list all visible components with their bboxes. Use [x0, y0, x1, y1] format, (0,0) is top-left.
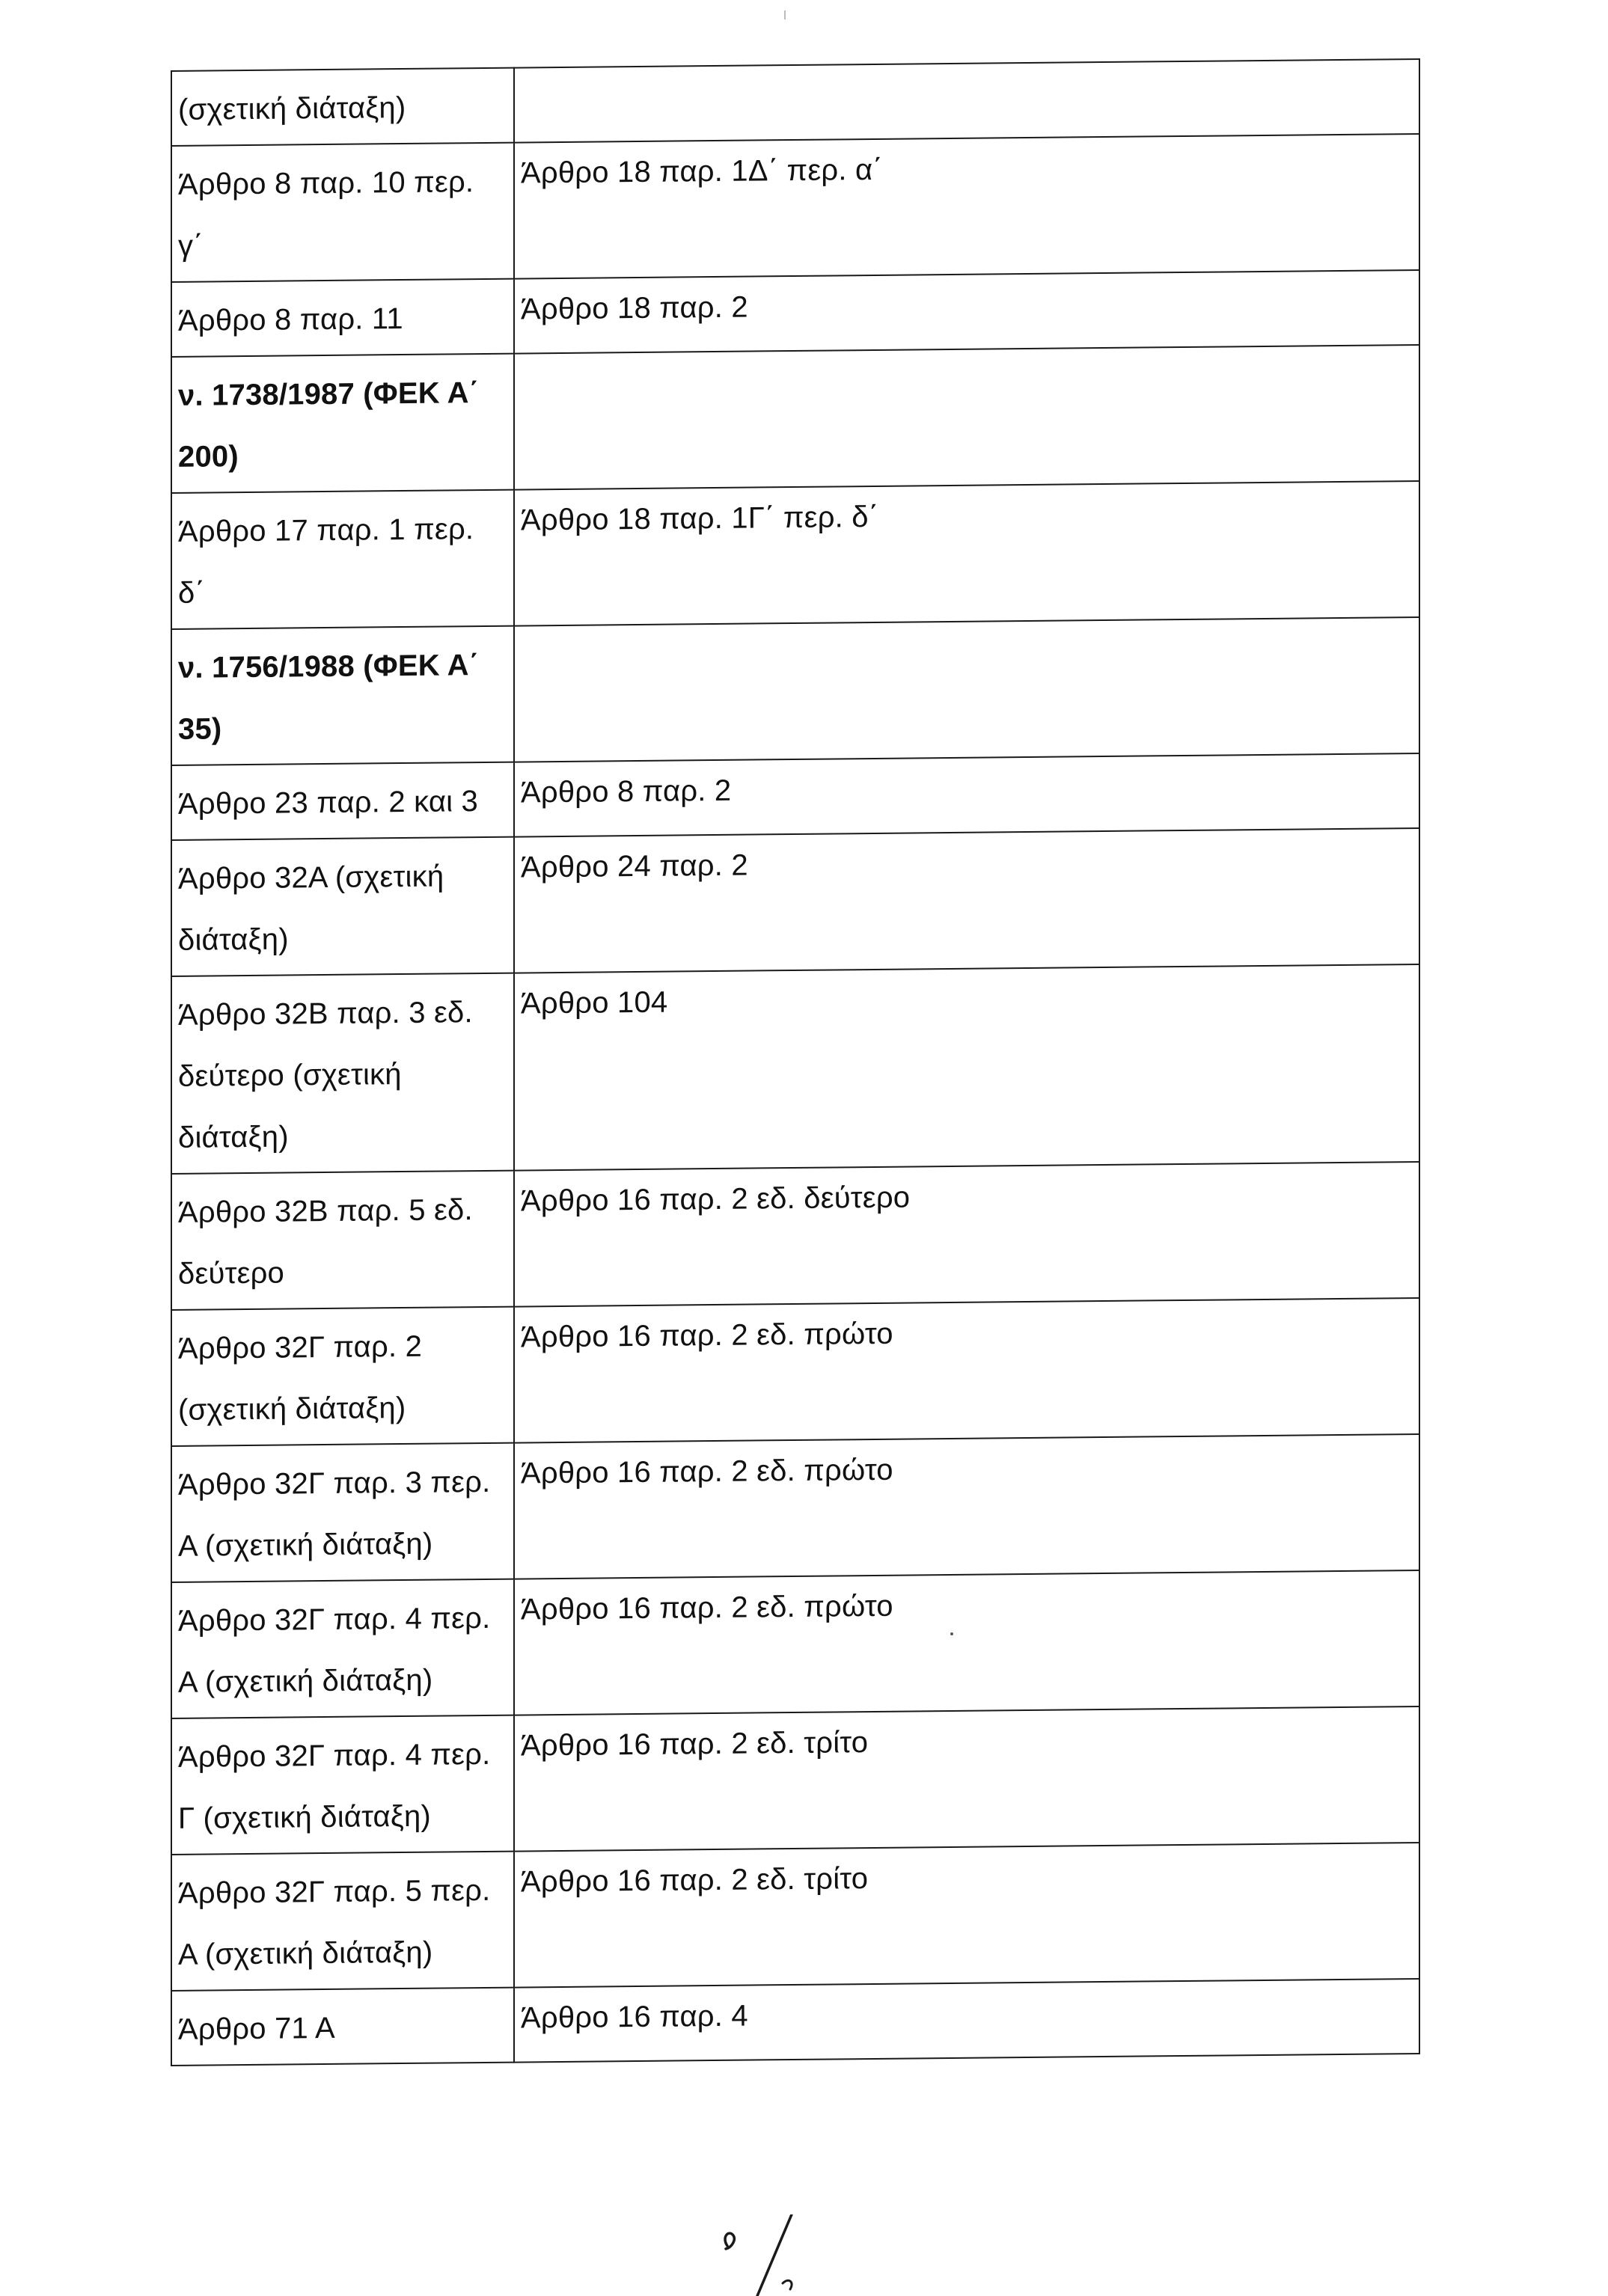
table-row [171, 59, 1419, 146]
new-provision-cell [514, 59, 1419, 143]
new-provision-cell [514, 345, 1419, 490]
table-row [171, 1162, 1419, 1310]
law-heading-cell: ν. 1738/1987 (ΦΕΚ Α΄ 200) [171, 354, 514, 493]
new-provision-cell: Άρθρο 16 παρ. 2 εδ. δεύτερο [514, 1162, 1419, 1307]
initial-stroke-slash [757, 2214, 792, 2296]
new-provision-cell: Άρθρο 16 παρ. 2 εδ. πρώτο [514, 1570, 1419, 1715]
table-row [171, 481, 1419, 629]
concordance-table-wrapper [171, 58, 1420, 2066]
law-heading-row [171, 617, 1419, 765]
initial-stroke-loop [725, 2233, 734, 2249]
old-provision-cell: (σχετική διάταξη) [171, 68, 514, 146]
old-provision-cell: Άρθρο 32Α (σχετική διάταξη) [171, 837, 514, 976]
old-provision-cell: Άρθρο 32Γ παρ. 3 περ. Α (σχετική διάταξη) [171, 1443, 514, 1582]
scan-speck [950, 1632, 953, 1635]
new-provision-cell: Άρθρο 8 παρ. 2 [514, 753, 1419, 837]
table-row [171, 1434, 1419, 1582]
law-heading-row [171, 345, 1419, 493]
new-provision-cell: Άρθρο 18 παρ. 1Γ΄ περ. δ΄ [514, 481, 1419, 626]
new-provision-cell: Άρθρο 16 παρ. 2 εδ. τρίτο [514, 1706, 1419, 1852]
new-provision-cell: Άρθρο 16 παρ. 4 [514, 1979, 1419, 2063]
table-row [171, 828, 1419, 976]
table-row [171, 1570, 1419, 1718]
new-provision-cell [514, 617, 1419, 762]
old-provision-cell: Άρθρο 71 Α [171, 1988, 514, 2066]
table-row [171, 1843, 1419, 1991]
new-provision-cell: Άρθρο 24 παρ. 2 [514, 828, 1419, 973]
table-row [171, 964, 1419, 1174]
table-row [171, 1298, 1419, 1446]
table-row [171, 1979, 1419, 2066]
scan-speck [784, 10, 786, 19]
table-row [171, 134, 1419, 282]
old-provision-cell: Άρθρο 32Γ παρ. 4 περ. Γ (σχετική διάταξη) [171, 1715, 514, 1855]
old-provision-cell: Άρθρο 32Γ παρ. 5 περ. Α (σχετική διάταξη) [171, 1852, 514, 1991]
concordance-table [171, 58, 1420, 2066]
new-provision-cell: Άρθρο 16 παρ. 2 εδ. πρώτο [514, 1434, 1419, 1579]
old-provision-cell: Άρθρο 8 παρ. 11 [171, 279, 514, 357]
old-provision-cell: Άρθρο 8 παρ. 10 περ. γ΄ [171, 143, 514, 282]
new-provision-cell: Άρθρο 16 παρ. 2 εδ. πρώτο [514, 1298, 1419, 1443]
new-provision-cell: Άρθρο 18 παρ. 2 [514, 270, 1419, 354]
table-row [171, 753, 1419, 840]
old-provision-cell: Άρθρο 32Β παρ. 3 εδ. δεύτερο (σχετική διάταξη) [171, 973, 514, 1174]
old-provision-cell: Άρθρο 23 παρ. 2 και 3 [171, 762, 514, 840]
new-provision-cell: Άρθρο 104 [514, 964, 1419, 1171]
new-provision-cell: Άρθρο 16 παρ. 2 εδ. τρίτο [514, 1843, 1419, 1988]
handwritten-initials [711, 2214, 831, 2296]
new-provision-cell: Άρθρο 18 παρ. 1Δ΄ περ. α΄ [514, 134, 1419, 279]
old-provision-cell: Άρθρο 32Γ παρ. 4 περ. Α (σχετική διάταξη) [171, 1579, 514, 1718]
law-heading-cell: ν. 1756/1988 (ΦΕΚ Α΄ 35) [171, 626, 514, 765]
table-row [171, 1706, 1419, 1855]
table-row [171, 270, 1419, 357]
initial-stroke-tail [783, 2280, 792, 2289]
old-provision-cell: Άρθρο 32Γ παρ. 2 (σχετική διάταξη) [171, 1307, 514, 1446]
old-provision-cell: Άρθρο 32Β παρ. 5 εδ. δεύτερο [171, 1171, 514, 1310]
old-provision-cell: Άρθρο 17 παρ. 1 περ. δ΄ [171, 490, 514, 629]
table-body [171, 59, 1419, 2066]
